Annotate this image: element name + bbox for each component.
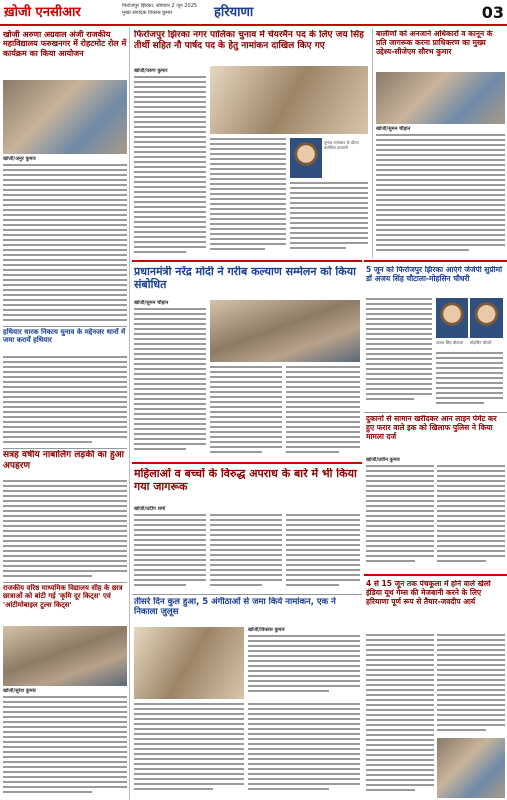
nomination-photo [210, 66, 368, 134]
headline-10: राजकीय वरिष्ठ माध्यमिक विद्यालय सीह के छात्र छात्राओं को बांटी गई 'कृमि दूर किट्स' एवं 'आंटीमोबाइल टूल्स किट्स' [3, 584, 123, 609]
article-8-col-3 [286, 514, 360, 590]
article-6-body-2 [436, 352, 503, 410]
caption-3: मोहसिन चौधरी [470, 340, 492, 345]
headline-4: हथियार धारक निकाय चुनाव के मद्देनजर थानों में जमा करायें हथियार [3, 328, 126, 345]
article-6-body [366, 298, 432, 410]
seminar-photo [376, 72, 505, 124]
headline-2: फिरोजपुर झिरका नगर पालिका चुनाव में चेयरमैन पद के लिए जय सिंह तीर्थी सहित नौ पार्षद पद के हेतु नामांकन दाखिल किए गए [134, 30, 364, 51]
date-line-1: फिरोजपुर झिरका, सोमवार 2 जून 2025 [122, 3, 198, 9]
awareness-story [132, 462, 362, 592]
article-5-col-3 [286, 366, 360, 458]
procession-photo [134, 627, 244, 699]
caption-1: चुनाव नामांकन के दौरान उपस्थित प्रत्याशी [324, 140, 359, 150]
caption-2: अजय सिंह चौटाला [436, 340, 464, 345]
byline-5: खोजी/प्रवीन कुमार [366, 457, 400, 463]
sports-photo [437, 738, 505, 798]
headline-9: दुकानों से सामान खरीदकर आन लाइन पेमेंट कर हुए फरार वाले इक को खिलाफ पुलिस ने किया मामला दर्ज [366, 415, 497, 441]
third-day-story [132, 594, 362, 800]
article-12-col-1 [366, 634, 434, 798]
headline-5: प्रधानमंत्री नरेंद्र मोदी ने गरीब कल्याण सम्मेलन को किया संबोधित [134, 266, 356, 291]
byline-2: खोजी/वरुण कुमार [134, 68, 168, 74]
article-11-col-3 [248, 703, 360, 797]
article-11-col-1 [248, 635, 360, 699]
article-11-col-2 [134, 703, 244, 797]
byline-6: खोजी/प्रदीप शर्मा [134, 506, 166, 512]
article-7-body [3, 480, 127, 580]
masthead [0, 0, 507, 26]
article-12-col-2 [437, 634, 505, 734]
headline-12: 4 से 15 जून तक पंचकूला में होने वाले खेलो इंडिया यूथ गेम्स की मेजबानी करने के लिए हरियाणा पूर्ण रूप से तैयार-जवदीप आर्य [366, 580, 491, 606]
headline-6: 5 जून को फिरोजपुर झिरका आएंगे जेजेपी सुप्रीमो डॉ अजय सिंह चौटाला-मोहसिन चौधरी [366, 266, 503, 283]
page-number: 03 [481, 3, 504, 22]
section-title: हरियाणा [214, 5, 254, 20]
byline-8: खोजी/सुरेश कुमार [3, 688, 36, 694]
mohsin-portrait [470, 298, 503, 338]
shop-fraud-story [364, 412, 507, 572]
date-line [122, 3, 208, 23]
newspaper-logo: ख़ोजी एनसीआर [4, 5, 81, 20]
byline-4: खोजी/सुमन चौहान [134, 300, 169, 306]
article-2-col-2 [210, 138, 286, 256]
article-3-body [376, 134, 505, 256]
conference-photo [210, 300, 360, 362]
candidate-portrait [290, 138, 322, 178]
center-top-story [132, 28, 370, 258]
article-5-col-1 [134, 308, 206, 458]
date-line-2: मुख्य संपादक विकास कुमार [122, 10, 173, 16]
right-top-story [372, 28, 507, 258]
article-2-col-3 [290, 182, 368, 256]
article-8-col-1 [134, 514, 206, 590]
event-photo-1 [3, 80, 127, 154]
khelo-india-story [364, 574, 507, 800]
headline-8: महिलाओं व बच्चों के विरुद्ध अपराध के बारे में भी किया गया जागरूक [134, 468, 357, 493]
article-5-col-2 [210, 366, 282, 458]
headline-1: खोजी अरुणा अग्रवाल अंजी राजकीय महाविद्यालय फरुखनगर में रोहटमोट रोल में कार्यक्रम का किया आयोजन [3, 30, 127, 58]
headline-11: तीसरे दिन कुल हुआ, 5 अंगीठाओं से जमा किये नामांकन, एक ने निकाला जुलूस [134, 597, 336, 618]
headline-7: सत्रह वर्षीय नाबालिग लड़की का हुआ अपहरण [3, 450, 124, 471]
byline-3: खोजी/सुमन चौहान [376, 126, 411, 132]
pm-story [132, 260, 362, 460]
byline-7: खोजी/विकास कुमार [248, 627, 285, 633]
jjp-story [364, 260, 507, 410]
article-9-col-2 [437, 465, 505, 571]
article-10-body [3, 696, 127, 796]
left-column [0, 28, 130, 800]
headline-3: बालीणों को अनजाने अधिकारों व कानून के प्रति जागरूक करना प्राधिकरण का मुख्य उद्देश्य-सीजेएम सौरभ कुमार [376, 30, 493, 56]
article-1-body [3, 164, 127, 324]
article-2-col-1 [134, 76, 206, 256]
byline-1: खोजी/अनुर कुमार [3, 156, 36, 162]
chautala-portrait [436, 298, 468, 338]
article-4-body [3, 356, 127, 446]
article-8-col-2 [210, 514, 282, 590]
event-photo-10 [3, 626, 127, 686]
article-9-col-1 [366, 465, 434, 571]
